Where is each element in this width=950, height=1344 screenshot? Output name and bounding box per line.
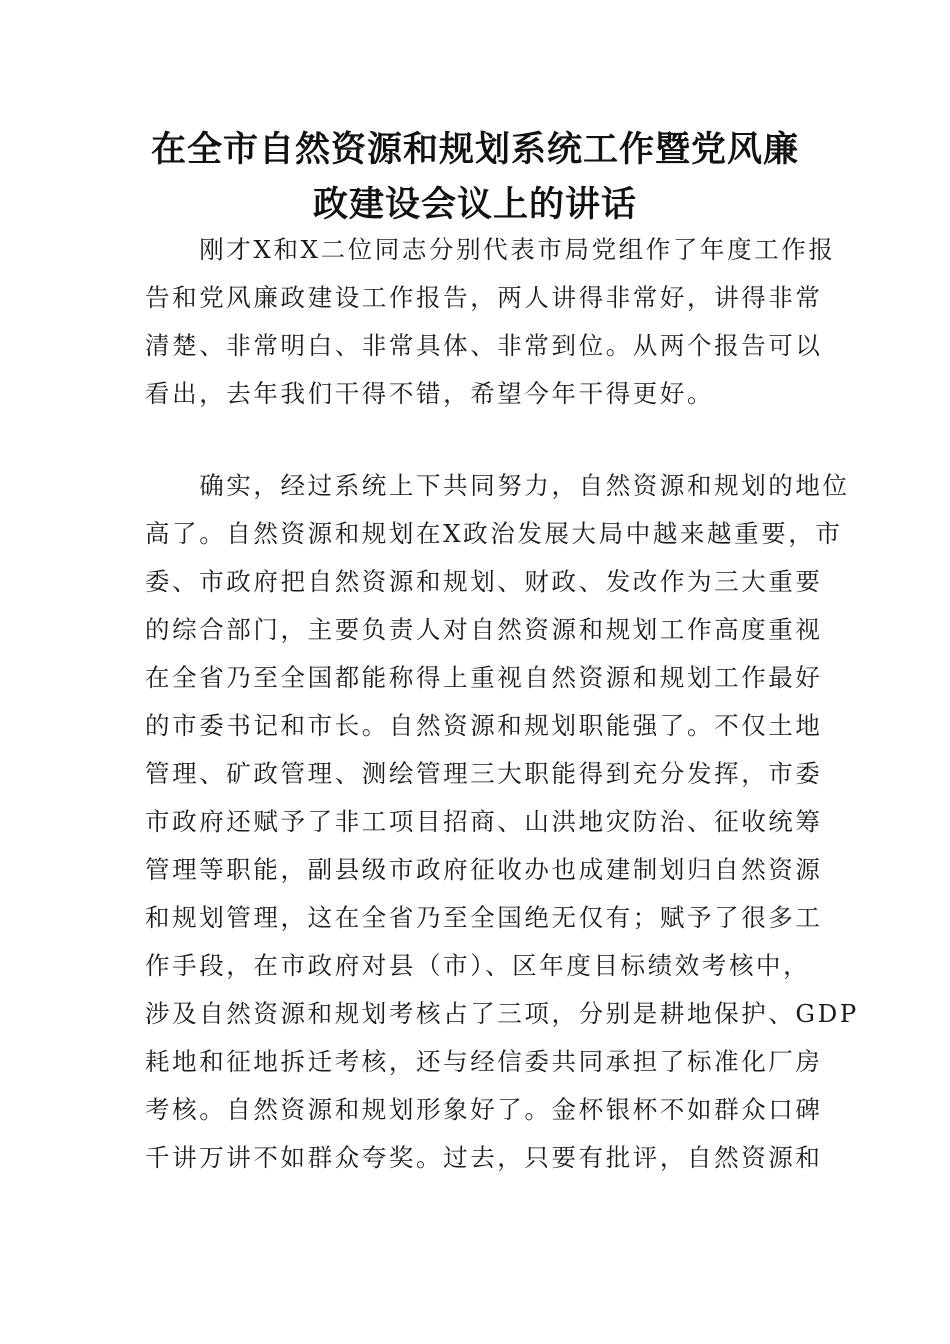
text-line: 涉及自然资源和规划考核占了三项，分别是耕地保护、GDP bbox=[145, 999, 859, 1028]
text-line: 的综合部门，主要负责人对自然资源和规划工作高度重视 bbox=[145, 615, 823, 644]
text-line: 告和党风廉政建设工作报告，两人讲得非常好，讲得非常 bbox=[145, 283, 823, 312]
document-title bbox=[140, 122, 810, 232]
text-line: 耗地和征地拆迁考核，还与经信委共同承担了标准化厂房 bbox=[145, 1047, 823, 1076]
text-line: 清楚、非常明白、非常具体、非常到位。从两个报告可以 bbox=[145, 331, 823, 360]
title-line: 在全市自然资源和规划系统工作暨党风廉 bbox=[150, 129, 799, 170]
text-line: 考核。自然资源和规划形象好了。金杯银杯不如群众口碑 bbox=[145, 1095, 823, 1124]
text-line: 看出，去年我们干得不错，希望今年干得更好。 bbox=[145, 379, 715, 408]
text-line: 管理、矿政管理、测绘管理三大职能得到充分发挥，市委 bbox=[145, 759, 823, 788]
text-line: 和规划管理，这在全省乃至全国绝无仅有；赋予了很多工 bbox=[145, 903, 823, 932]
text-line: 市政府还赋予了非工项目招商、山洪地灾防治、征收统筹 bbox=[145, 807, 823, 836]
title-line: 政建设会议上的讲话 bbox=[312, 184, 637, 225]
text-line: 高了。自然资源和规划在X政治发展大局中越来越重要，市 bbox=[145, 519, 843, 548]
text-line: 管理等职能，副县级市政府征收办也成建制划归自然资源 bbox=[145, 855, 823, 884]
paragraph-opening-remarks bbox=[145, 226, 836, 418]
text-line: 的市委书记和市长。自然资源和规划职能强了。不仅土地 bbox=[145, 711, 823, 740]
text-line: 千讲万讲不如群众夸奖。过去，只要有批评，自然资源和 bbox=[145, 1143, 823, 1172]
text-line: 刚才X和X二位同志分别代表市局党组作了年度工作报 bbox=[145, 235, 836, 264]
text-line: 确实，经过系统上下共同努力，自然资源和规划的地位 bbox=[145, 471, 850, 500]
text-line: 作手段，在市政府对县（市）、区年度目标绩效考核中， bbox=[145, 951, 811, 980]
text-line: 在全省乃至全国都能称得上重视自然资源和规划工作最好 bbox=[145, 663, 823, 692]
text-line: 委、市政府把自然资源和规划、财政、发改作为三大重要 bbox=[145, 567, 823, 596]
paragraph-achievements bbox=[145, 462, 859, 1182]
